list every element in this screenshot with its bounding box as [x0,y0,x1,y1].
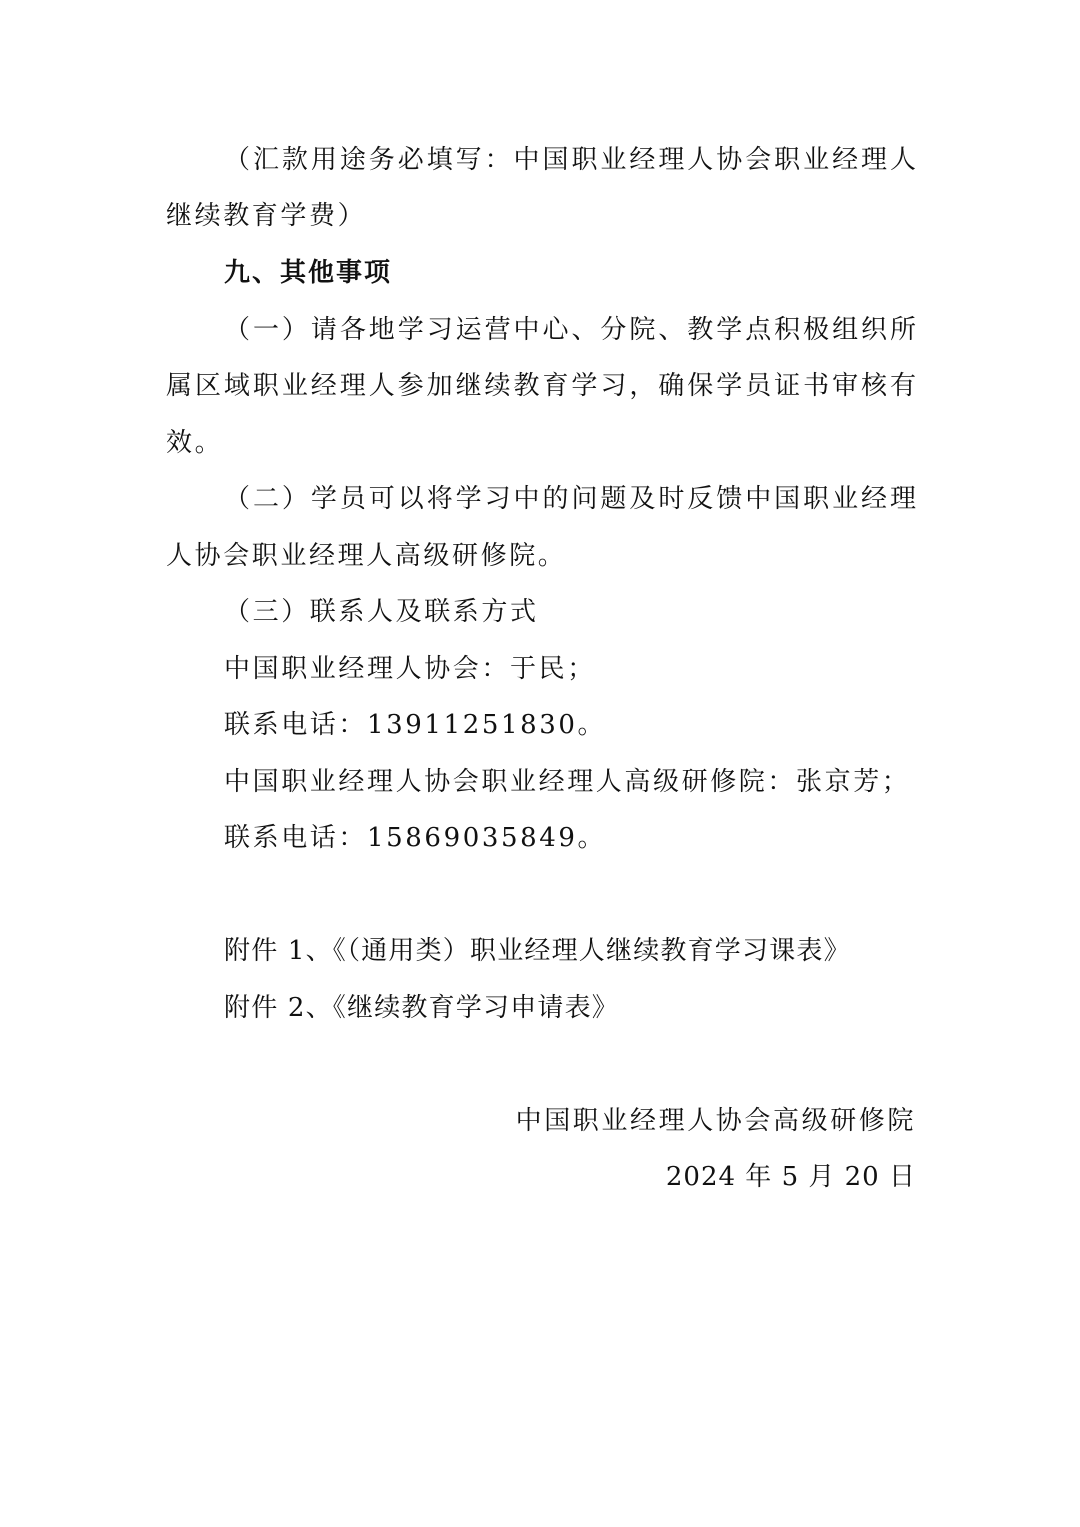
attachment-2: 附件 2、《继续教育学习申请表》 [224,993,620,1023]
contact-1-org: 中国职业经理人协会：于民； [224,654,596,684]
payment-note-line-2: 继续教育学费） [166,201,367,231]
section-heading-other-matters: 九、其他事项 [224,258,393,288]
signature-date: 2024 年 5 月 20 日 [665,1162,916,1192]
contact-1-phone: 联系电话：13911251830。 [224,710,607,740]
item-2-line-2: 人协会职业经理人高级研修院。 [166,541,567,571]
payment-note-line-1: （汇款用途务必填写：中国职业经理人协会职业经理人 [224,145,916,175]
item-3-heading: （三）联系人及联系方式 [224,597,539,627]
attachment-1: 附件 1、《（通用类）职业经理人继续教育学习课表》 [224,936,851,966]
item-2-line-1: （二）学员可以将学习中的问题及时反馈中国职业经理 [224,484,916,514]
contact-2-org: 中国职业经理人协会职业经理人高级研修院：张京芳； [224,767,911,797]
contact-2-phone: 联系电话：15869035849。 [224,823,607,853]
signature-org: 中国职业经理人协会高级研修院 [515,1106,916,1136]
item-1-line-3: 效。 [166,428,224,458]
item-1-line-2: 属区域职业经理人参加继续教育学习，确保学员证书审核有 [166,371,916,401]
item-1-line-1: （一）请各地学习运营中心、分院、教学点积极组织所 [224,315,916,345]
